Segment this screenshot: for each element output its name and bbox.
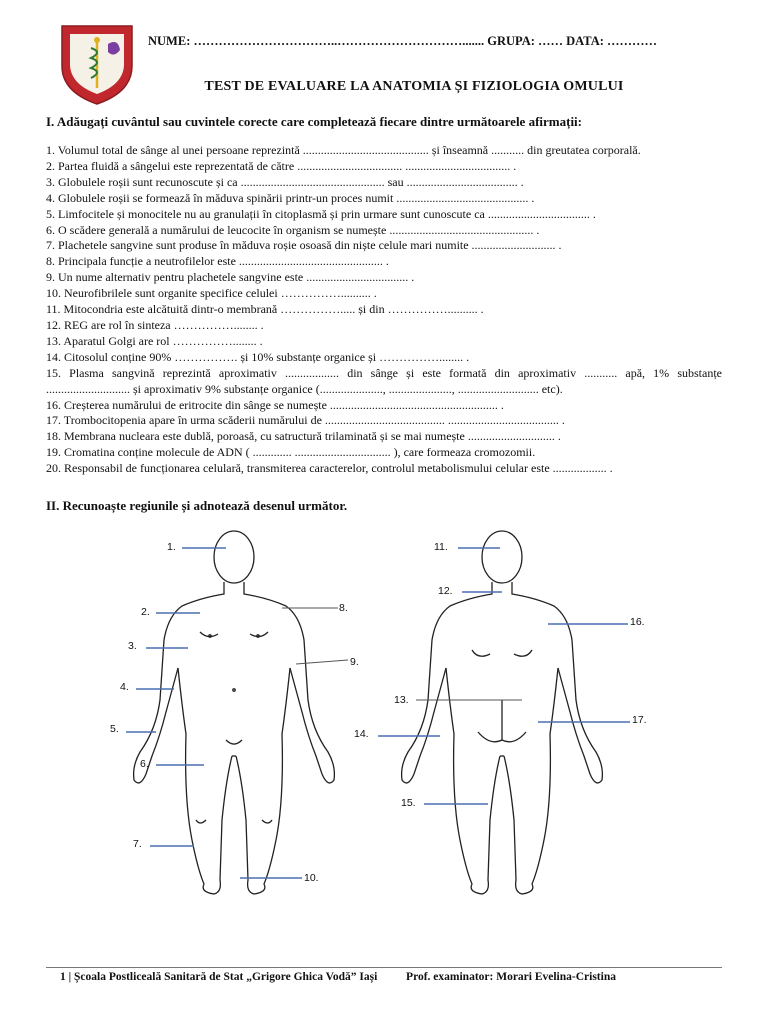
label-back-14: 14. xyxy=(354,728,369,740)
question-item: 12. REG are rol în sinteza ……………........ . xyxy=(46,317,264,332)
question-item: 2. Partea fluidă a sângelui este reprezentată de către ................................... ................................... . xyxy=(46,158,517,173)
question-item: 19. Cromatina conține molecule de ADN ( ............. ................................ ), care formeaza cromozomii. xyxy=(46,445,536,460)
label-front-8: 8. xyxy=(339,602,348,614)
label-back-16: 16. xyxy=(630,616,645,628)
label-back-11: 11. xyxy=(434,541,448,553)
label-front-3: 3. xyxy=(128,640,137,652)
question-item: 6. O scădere generală a numărului de leucocite în organism se numește ................................................ . xyxy=(46,222,540,237)
footer-divider xyxy=(46,967,722,968)
question-item: 17. Trombocitopenia apare în urma scăderii numărului de ........................................ ..................................... . xyxy=(46,413,565,428)
question-item: 13. Aparatul Golgi are rol ……………........ . xyxy=(46,333,263,348)
question-item: 7. Plachetele sangvine sunt produse în măduva roșie osoasă din niște celule mari numite ............................ . xyxy=(46,238,562,253)
label-front-6: 6. xyxy=(140,758,149,770)
question-item: 4. Globulele roșii se formează în măduva spinării printr-un proces numit ............................................ . xyxy=(46,190,535,205)
page-title: TEST DE EVALUARE LA ANATOMIA ȘI FIZIOLOGIA OMULUI xyxy=(204,79,624,94)
label-back-13: 13. xyxy=(394,694,409,706)
question-item: 8. Principala funcție a neutrofilelor este ................................................ . xyxy=(46,254,389,269)
question-item: 11. Mitocondria este alcătuită dintr-o membrană ……………..... și din …………….......... . xyxy=(46,302,484,317)
label-front-10: 10. xyxy=(304,872,319,884)
label-front-1: 1. xyxy=(167,541,176,553)
label-front-4: 4. xyxy=(120,681,129,693)
front-body-outline xyxy=(134,531,335,894)
label-front-2: 2. xyxy=(141,606,150,618)
question-item: 20. Responsabil de funcționarea celulară, transmiterea caracterelor, controlul metabolismului celular este .................. . xyxy=(46,461,613,476)
section-1-heading: I. Adăugați cuvântul sau cuvintele corecte care completează fiecare dintre următoarele afirmații: xyxy=(46,114,583,129)
question-item: 10. Neurofibrilele sunt organite specifice celulei …………….......... . xyxy=(46,286,377,301)
question-item: 3. Globulele roșii sunt recunoscute și ca ................................................ sau ..................................... . xyxy=(46,174,524,189)
label-back-12: 12. xyxy=(438,585,453,597)
question-item: 9. Un nume alternativ pentru plachetele sangvine este .................................. . xyxy=(46,270,415,285)
label-back-15: 15. xyxy=(401,797,416,809)
label-front-5: 5. xyxy=(110,723,119,735)
back-body-outline xyxy=(402,531,603,894)
question-item: 5. Limfocitele și monocitele nu au granulații în citoplasmă și prin urmare sunt cunoscute ca .................................. . xyxy=(46,206,596,221)
annotation-pointers xyxy=(126,548,630,878)
question-item: 1. Volumul total de sânge al unei persoane reprezintă .......................................... și înseamnă ........... din greutatea corporală. xyxy=(46,143,641,157)
question-item: 14. Citosolul conține 90% ……………. și 10% substanțe organice și ……………........ . xyxy=(46,349,470,364)
question-item: 16. Creșterea numărului de eritrocite din sânge se numește ........................................................ . xyxy=(46,397,504,412)
section-2-heading: II. Recunoaște regiunile și adnotează desenul următor. xyxy=(46,498,348,513)
label-front-7: 7. xyxy=(133,838,142,850)
question-item: 15. Plasma sangvină reprezintă aproximativ .................. din sânge și este formată din aproximativ ........... apă, 1% substanțe ............................ și aproximativ 9% substanțe organice (....................., ....................., ........................... etc). xyxy=(46,365,722,396)
page-footer: 1 | Școala Postliceală Sanitară de Stat „Grigore Ghica Vodă” Iași Prof. examinator: Morari Evelina-Cristina xyxy=(60,971,616,983)
label-front-9: 9. xyxy=(350,656,359,668)
question-item: 18. Membrana nucleara este dublă, poroasă, cu satructură trilaminată și se mai numește ............................. . xyxy=(46,429,561,444)
label-back-17: 17. xyxy=(632,714,647,726)
student-info-line: NUME: ……………………………..…………………………....... GRUPA: …… DATA: ………… xyxy=(148,34,658,48)
